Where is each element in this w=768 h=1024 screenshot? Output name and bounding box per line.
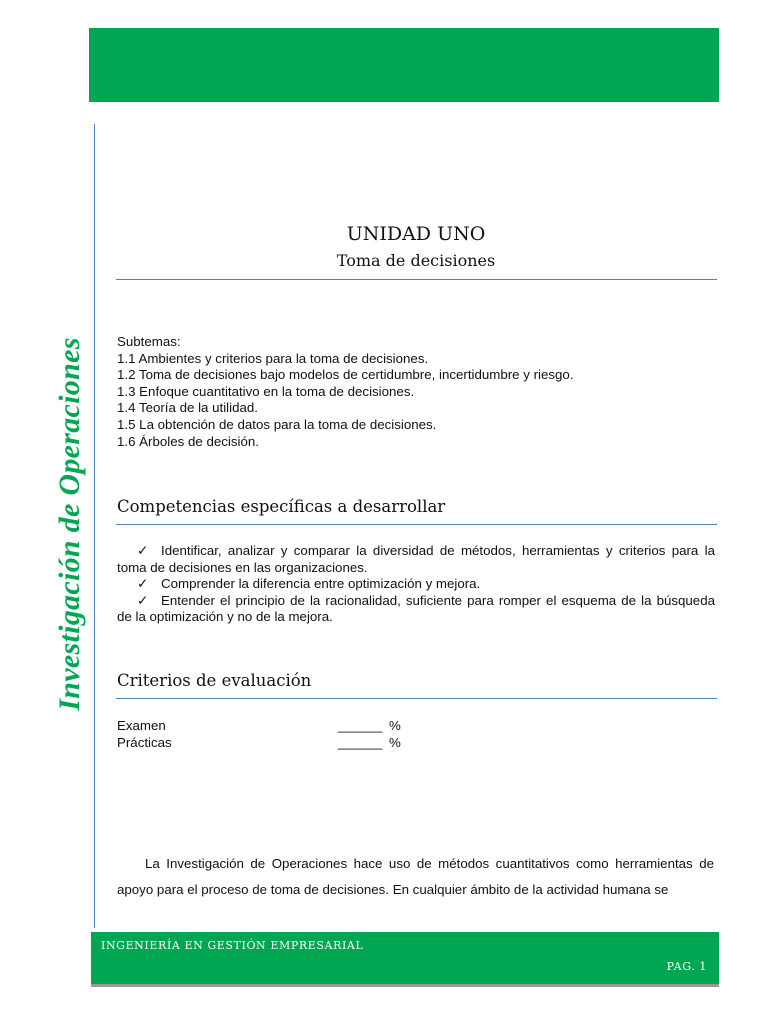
competencies-divider bbox=[116, 524, 717, 525]
subtopic-item: 1.6 Árboles de decisión. bbox=[117, 433, 259, 449]
unit-title: UNIDAD UNO bbox=[346, 223, 486, 245]
evaluation-divider bbox=[116, 698, 717, 699]
competencies-list bbox=[117, 543, 715, 626]
subtopic-item: 1.1 Ambientes y criterios para la toma de decisiones. bbox=[117, 350, 429, 366]
competency-text: Comprender la diferencia entre optimización y mejora. bbox=[161, 576, 481, 592]
check-icon: ✓ bbox=[137, 576, 149, 592]
sidebar-rule bbox=[94, 124, 95, 928]
competency-item bbox=[117, 593, 715, 626]
sidebar-title-text: Investigación de Operaciones bbox=[53, 337, 86, 711]
footer-program: INGENIERÍA EN GESTIÓN EMPRESARIAL bbox=[101, 939, 364, 952]
evaluation-blank: ______ bbox=[338, 735, 383, 750]
evaluation-label: Examen bbox=[117, 718, 166, 733]
competency-text: Identificar, analizar y comparar la diversidad de métodos, herramientas y criterios para la toma de decisiones en las organizaciones. bbox=[117, 543, 715, 575]
evaluation-label: Prácticas bbox=[117, 735, 172, 750]
competency-text: Entender el principio de la racionalidad, suficiente para romper el esquema de la búsqueda de la optimización y no de la mejora. bbox=[117, 592, 715, 625]
page-number: PAG. 1 bbox=[666, 960, 707, 973]
evaluation-blank: ______ bbox=[338, 718, 383, 733]
subtopic-item: 1.4 Teoría de la utilidad. bbox=[117, 400, 258, 416]
header-band bbox=[89, 28, 719, 102]
competency-item bbox=[117, 576, 715, 593]
footer-band bbox=[91, 932, 719, 987]
unit-subtitle: Toma de decisiones bbox=[336, 251, 496, 270]
subtopic-item: 1.2 Toma de decisiones bajo modelos de certidumbre, incertidumbre y riesgo. bbox=[117, 367, 574, 383]
subtopic-item: 1.5 La obtención de datos para la toma de decisiones. bbox=[117, 416, 437, 432]
check-icon: ✓ bbox=[137, 592, 149, 608]
title-divider bbox=[116, 279, 717, 280]
intro-paragraph: La Investigación de Operaciones hace uso de métodos cuantitativos como herramientas de apoyo para el proceso de toma de decisiones. En cualquier ámbito de la actividad humana se bbox=[117, 856, 714, 897]
subtopics-list bbox=[117, 334, 717, 450]
subtopic-item: 1.3 Enfoque cuantitativo en la toma de decisiones. bbox=[117, 383, 415, 399]
subtopics-heading: Subtemas: bbox=[117, 334, 181, 349]
evaluation-heading: Criterios de evaluación bbox=[117, 671, 312, 690]
competency-item bbox=[117, 543, 715, 576]
competencies-heading: Competencias específicas a desarrollar bbox=[117, 497, 446, 516]
evaluation-unit: % bbox=[389, 735, 401, 750]
check-icon: ✓ bbox=[137, 543, 149, 558]
evaluation-unit: % bbox=[389, 718, 401, 733]
